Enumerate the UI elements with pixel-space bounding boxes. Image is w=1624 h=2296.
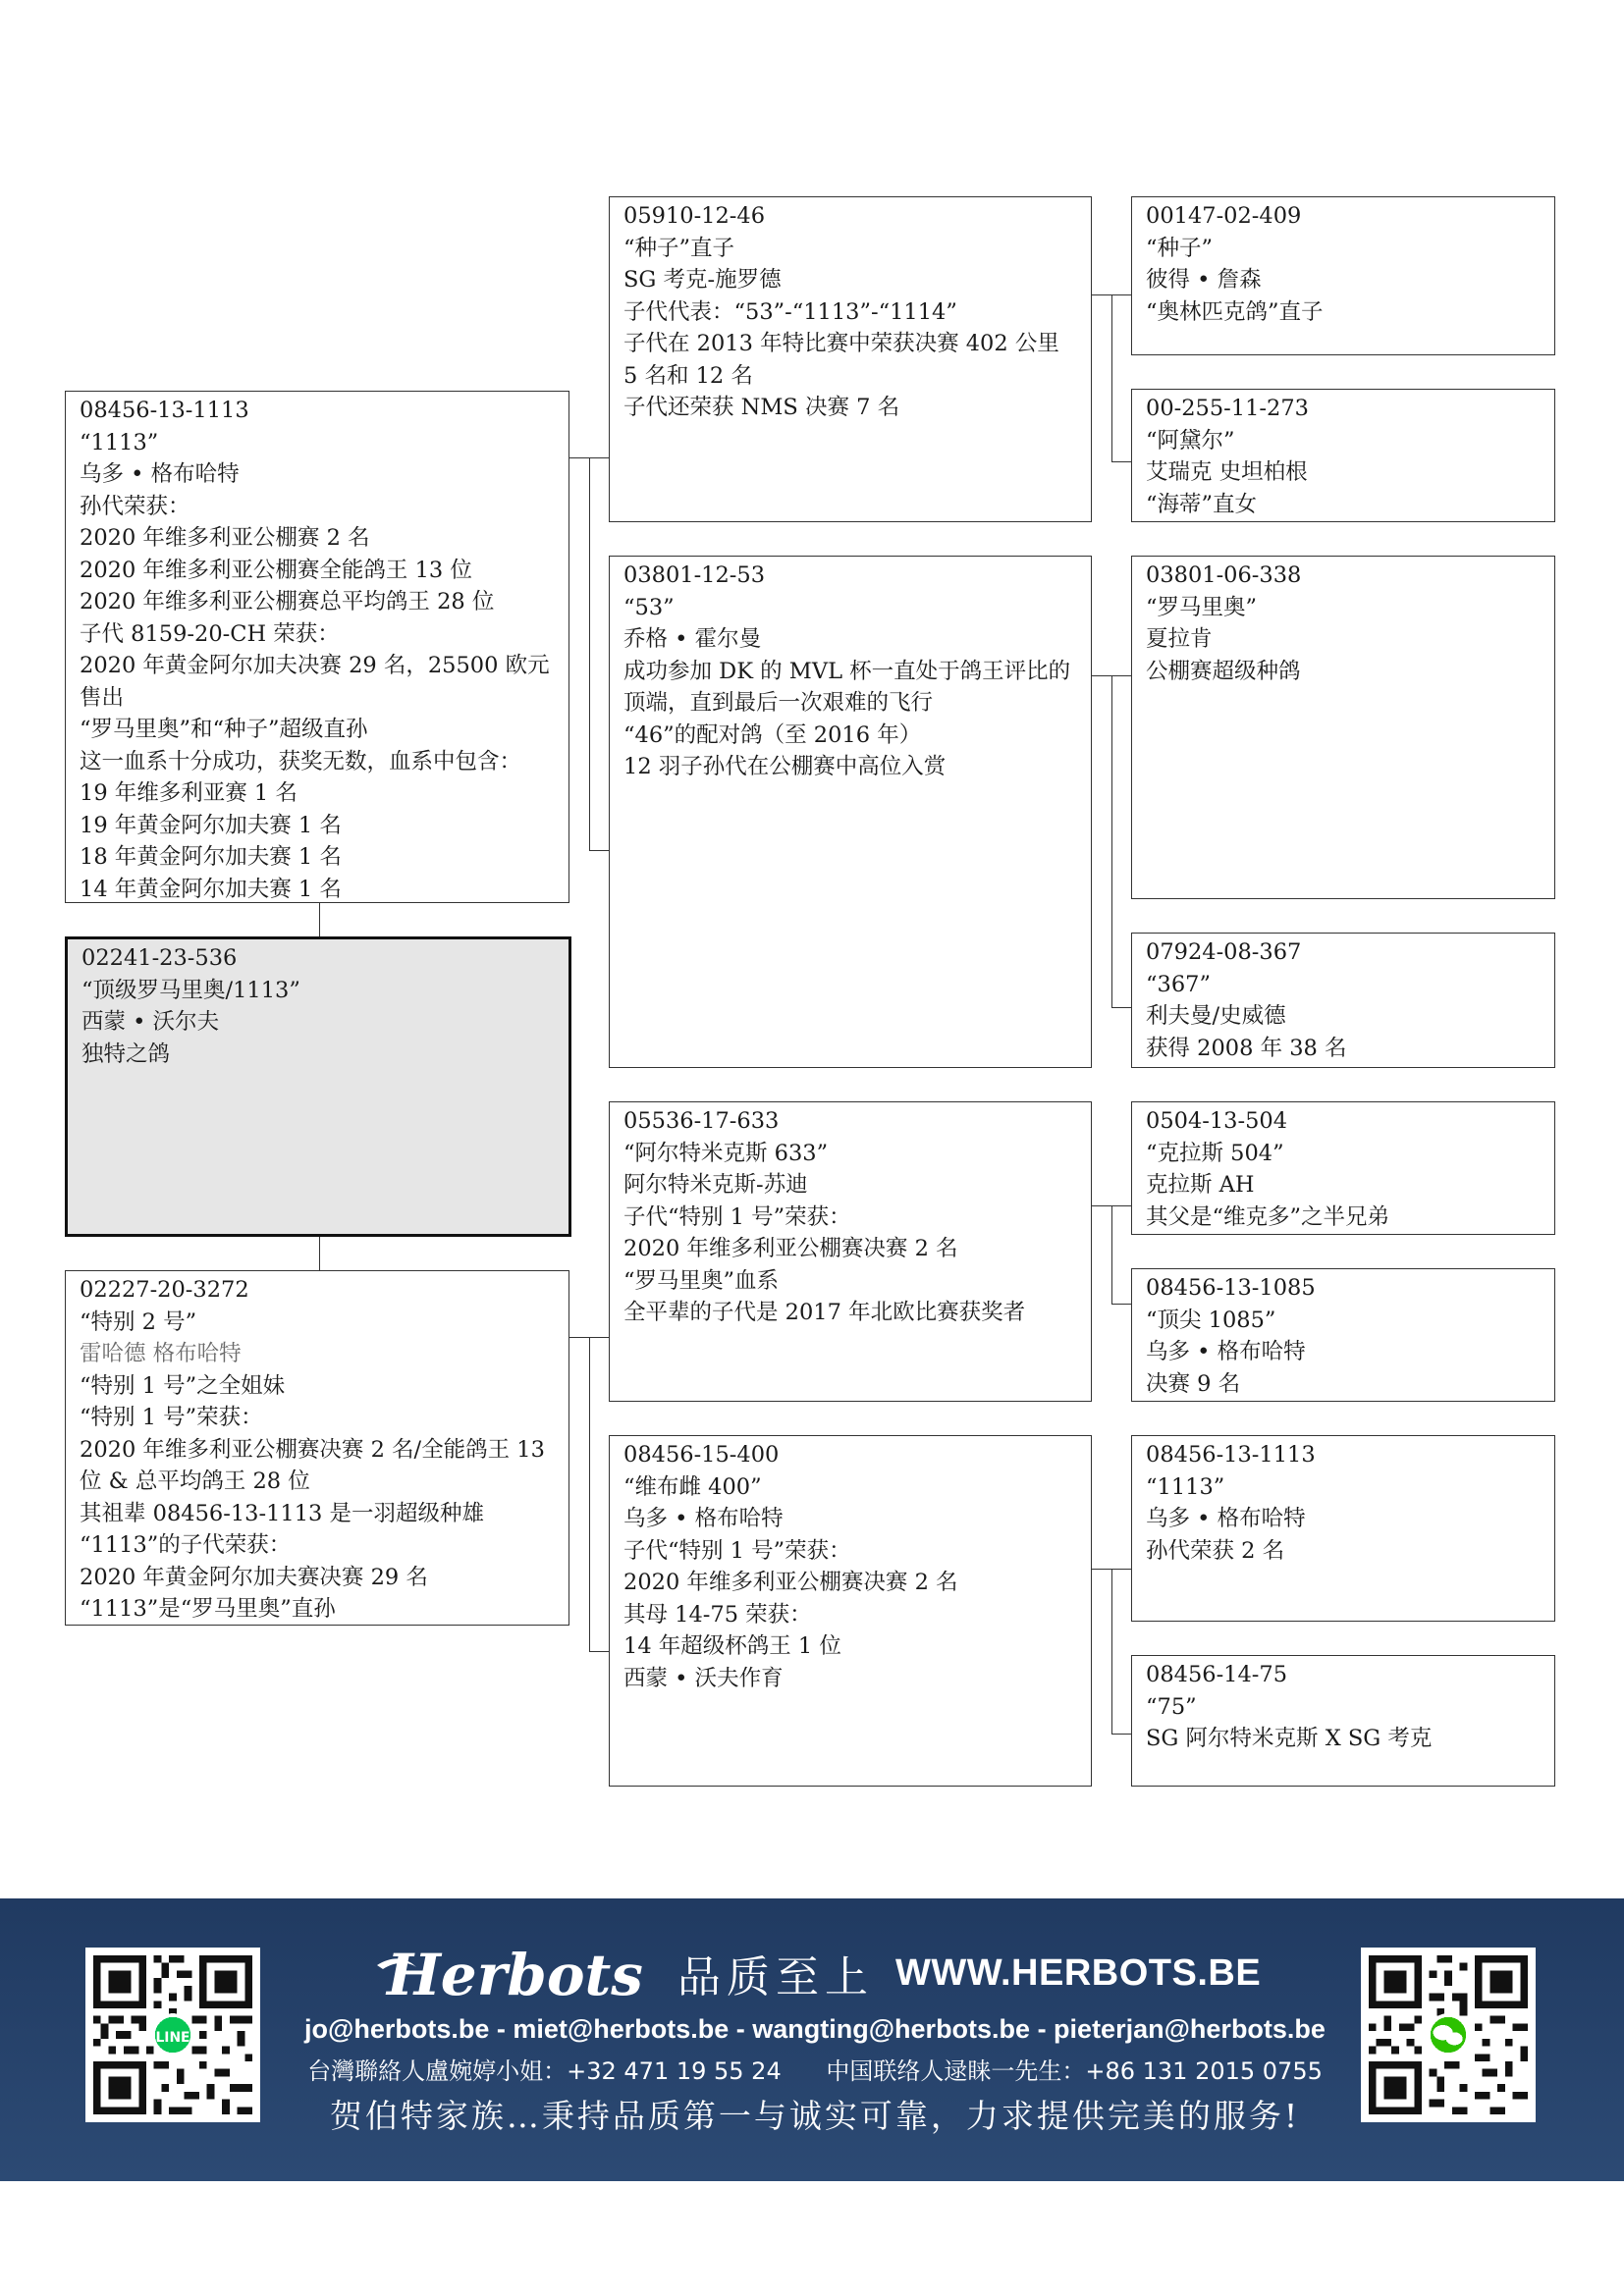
card-line: 艾瑞克 史坦柏根 xyxy=(1146,459,1308,485)
ring-number: 08456-14-75 xyxy=(1146,1662,1288,1687)
card-line: 2020 年维多利亚公棚赛决赛 2 名 xyxy=(623,1236,958,1261)
card-line: 18 年黄金阿尔加夫赛 1 名 xyxy=(80,844,342,870)
card-line: 2020 年维多利亚公棚赛决赛 2 名/全能鸽王 13 位 & 总平均鸽王 28 位 xyxy=(80,1436,545,1494)
card-line: “367” xyxy=(1146,971,1211,997)
ring-number: 08456-13-1113 xyxy=(1146,1442,1316,1468)
qr-code-line[interactable] xyxy=(85,1948,260,2122)
pigeon-card-ds-sire xyxy=(1131,1101,1555,1235)
card-line: “1113”的子代荣获： xyxy=(80,1532,292,1558)
card-line: “75” xyxy=(1146,1693,1197,1720)
website-link[interactable]: WWW.HERBOTS.BE xyxy=(895,1951,1262,1994)
card-line: 19 年黄金阿尔加夫赛 1 名 xyxy=(80,812,342,838)
card-line: “1113” xyxy=(1146,1473,1225,1500)
card-line: “53” xyxy=(623,594,675,620)
card-line: 子代还荣获 NMS 决赛 7 名 xyxy=(623,395,900,420)
card-line: “阿尔特米克斯 633” xyxy=(623,1140,829,1166)
card-line: 孙代荣获： xyxy=(80,493,190,519)
card-line: “种子”直子 xyxy=(623,235,735,261)
card-line: 西蒙 • 沃尔夫 xyxy=(81,1009,220,1035)
pigeon-card-sire-sire xyxy=(609,196,1092,522)
card-line: “1113”是“罗马里奥”直孙 xyxy=(80,1596,336,1622)
connector-line xyxy=(1111,1205,1112,1304)
card-line: 其父是“维克多”之半兄弟 xyxy=(1146,1203,1390,1230)
connector-line xyxy=(1111,675,1112,1007)
card-line: “罗马里奥”和“种子”超级直孙 xyxy=(80,717,368,742)
card-line: 利夫曼/史威德 xyxy=(1146,1003,1286,1029)
motto: 贺伯特家族…秉持品质第一与诚实可靠，力求提供完美的服务! xyxy=(329,2097,1301,2135)
pigeon-card-sd-sire xyxy=(1131,556,1555,899)
card-line: SG 考克-施罗德 xyxy=(623,267,782,293)
card-line: “特别 1 号”荣获： xyxy=(80,1405,263,1430)
card-line: “种子” xyxy=(1146,235,1214,261)
contact-china: 中国联络人逯睐一先生：+86 131 2015 0755 xyxy=(826,2057,1323,2085)
connector-line xyxy=(319,1237,320,1270)
card-line: 独特之鸽 xyxy=(81,1041,171,1067)
card-line: 子代 8159-20-CH 荣获： xyxy=(80,620,340,647)
card-line: “奥林匹克鸽”直子 xyxy=(1146,298,1324,325)
email-list[interactable]: jo@herbots.be - miet@herbots.be - wangting@herbots.be - pieterjan@herbots.be xyxy=(304,2014,1326,2044)
ring-number: 02241-23-536 xyxy=(81,945,238,971)
pigeon-card-sire-dam xyxy=(609,556,1092,1068)
card-line: 2020 年黄金阿尔加夫赛决赛 29 名 xyxy=(80,1564,428,1590)
pigeon-card-ss-dam xyxy=(1131,389,1555,522)
connector-line xyxy=(589,1651,609,1652)
connector-line xyxy=(1111,461,1131,462)
card-line: 子代代表：“53”-“1113”-“1114” xyxy=(623,298,957,325)
qr-code-wechat-graphic xyxy=(1369,1955,1528,2114)
card-line: “罗马里奥” xyxy=(1146,594,1258,620)
card-line: 14 年黄金阿尔加夫赛 1 名 xyxy=(80,876,342,902)
card-line: “特别 2 号” xyxy=(80,1308,197,1335)
card-line: 决赛 9 名 xyxy=(1146,1370,1241,1397)
card-line: 乌多 • 格布哈特 xyxy=(80,461,240,487)
card-line: “海蒂”直女 xyxy=(1146,491,1258,517)
pigeon-card-dam xyxy=(65,1270,569,1626)
contact-info xyxy=(285,2052,1345,2086)
pigeon-card-dd-dam xyxy=(1131,1655,1555,1787)
card-line: “顶尖 1085” xyxy=(1146,1307,1276,1333)
card-line: 孙代荣获 2 名 xyxy=(1146,1537,1285,1564)
card-line: “阿黛尔” xyxy=(1146,427,1235,454)
card-line: 夏拉肯 xyxy=(1146,626,1213,652)
card-line: 彼得 • 詹森 xyxy=(1146,267,1262,293)
ring-number: 00147-02-409 xyxy=(1146,203,1302,229)
card-line: “维布雌 400” xyxy=(623,1473,762,1500)
qr-code-line-graphic xyxy=(93,1955,252,2114)
card-line: 获得 2008 年 38 名 xyxy=(1146,1035,1347,1061)
ring-number: 02227-20-3272 xyxy=(80,1277,249,1303)
brand-row xyxy=(373,1938,1276,2008)
card-line: 2020 年维多利亚公棚赛全能鸽王 13 位 xyxy=(80,557,472,583)
card-line: 2020 年维多利亚公棚赛总平均鸽王 28 位 xyxy=(80,589,495,614)
card-line: 西蒙 • 沃夫作育 xyxy=(623,1665,784,1691)
pigeon-card-dd-sire xyxy=(1131,1435,1555,1622)
contact-taiwan: 台灣聯絡人盧婉婷小姐：+32 471 19 55 24 xyxy=(307,2057,782,2085)
ring-number: 03801-06-338 xyxy=(1146,562,1302,588)
pigeon-card-sire xyxy=(65,391,569,903)
card-line: 其祖辈 08456-13-1113 是一羽超级种雄 xyxy=(80,1500,484,1526)
card-line: 2020 年维多利亚公棚赛决赛 2 名 xyxy=(623,1570,958,1595)
card-line: SG 阿尔特米克斯 X SG 考克 xyxy=(1146,1726,1433,1751)
connector-line xyxy=(589,1337,590,1651)
pigeon-card-subject xyxy=(65,936,571,1237)
card-line: 这一血系十分成功，获奖无数，血系中包含： xyxy=(80,748,522,774)
svg-text:LINE: LINE xyxy=(155,2029,190,2046)
ring-number: 00-255-11-273 xyxy=(1146,396,1309,421)
connector-line xyxy=(1111,1734,1131,1735)
ring-number: 08456-13-1113 xyxy=(80,398,249,423)
card-line: 19 年维多利亚赛 1 名 xyxy=(80,780,298,806)
card-line: 子代在 2013 年特比赛中荣获决赛 402 公里 5 名和 12 名 xyxy=(623,331,1059,389)
ring-number: 08456-13-1085 xyxy=(1146,1275,1316,1301)
pigeon-card-ds-dam xyxy=(1131,1268,1555,1402)
card-line: 12 羽子孙代在公棚赛中高位入赏 xyxy=(623,754,947,779)
card-line: 2020 年维多利亚公棚赛 2 名 xyxy=(80,525,370,551)
connector-line xyxy=(1111,1304,1131,1305)
ring-number: 03801-12-53 xyxy=(623,562,766,588)
ring-number: 08456-15-400 xyxy=(623,1442,780,1468)
card-line: 乔格 • 霍尔曼 xyxy=(623,626,762,652)
herbots-logo xyxy=(373,1938,648,2008)
ring-number: 0504-13-504 xyxy=(1146,1108,1288,1134)
pigeon-card-dam-dam xyxy=(609,1435,1092,1787)
card-line: 乌多 • 格布哈特 xyxy=(1146,1506,1306,1531)
card-line: 全平辈的子代是 2017 年北欧比赛获奖者 xyxy=(623,1300,1026,1325)
connector-line xyxy=(589,457,590,850)
card-line: 成功参加 DK 的 MVL 杯一直处于鸽王评比的顶端，直到最后一次艰难的飞行 xyxy=(623,658,1071,716)
card-line: “克拉斯 504” xyxy=(1146,1140,1284,1166)
ring-number: 07924-08-367 xyxy=(1146,939,1302,965)
ring-number: 05536-17-633 xyxy=(623,1108,780,1134)
card-line: “1113” xyxy=(80,429,159,455)
connector-line xyxy=(589,850,609,851)
card-line: 公棚赛超级种鸽 xyxy=(1146,658,1301,684)
pigeon-card-dam-sire xyxy=(609,1101,1092,1402)
footer-banner xyxy=(0,1898,1624,2181)
card-line: “特别 1 号”之全姐妹 xyxy=(80,1372,286,1399)
connector-line xyxy=(1111,1569,1112,1734)
card-line: 其母 14-75 荣获： xyxy=(623,1601,812,1628)
qr-code-wechat[interactable] xyxy=(1361,1948,1536,2122)
svg-text:Herbots: Herbots xyxy=(387,1942,643,2008)
connector-line xyxy=(1111,294,1112,461)
ring-number: 05910-12-46 xyxy=(623,203,766,229)
card-line: 2020 年黄金阿尔加夫决赛 29 名，25500 欧元售出 xyxy=(80,653,550,711)
card-line: “顶级罗马里奥/1113” xyxy=(81,977,300,1003)
card-line: 子代“特别 1 号”荣获： xyxy=(623,1203,851,1230)
connector-line xyxy=(1111,1007,1131,1008)
pigeon-card-sd-dam xyxy=(1131,933,1555,1068)
slogan: 品质至上 xyxy=(677,1952,874,2002)
card-line: 阿尔特米克斯-苏迪 xyxy=(623,1172,808,1198)
card-line: 克拉斯 AH xyxy=(1146,1172,1255,1198)
card-line: 乌多 • 格布哈特 xyxy=(623,1506,784,1531)
pigeon-card-ss-sire xyxy=(1131,196,1555,355)
connector-line xyxy=(319,903,320,936)
card-line: “46”的配对鸽（至 2016 年） xyxy=(623,721,922,748)
card-line: 乌多 • 格布哈特 xyxy=(1146,1339,1306,1364)
card-line: 14 年超级杯鸽王 1 位 xyxy=(623,1633,841,1659)
card-line: 子代“特别 1 号”荣获： xyxy=(623,1537,851,1564)
card-line: 雷哈德 格布哈特 xyxy=(80,1341,242,1366)
card-line: “罗马里奥”血系 xyxy=(623,1267,780,1294)
